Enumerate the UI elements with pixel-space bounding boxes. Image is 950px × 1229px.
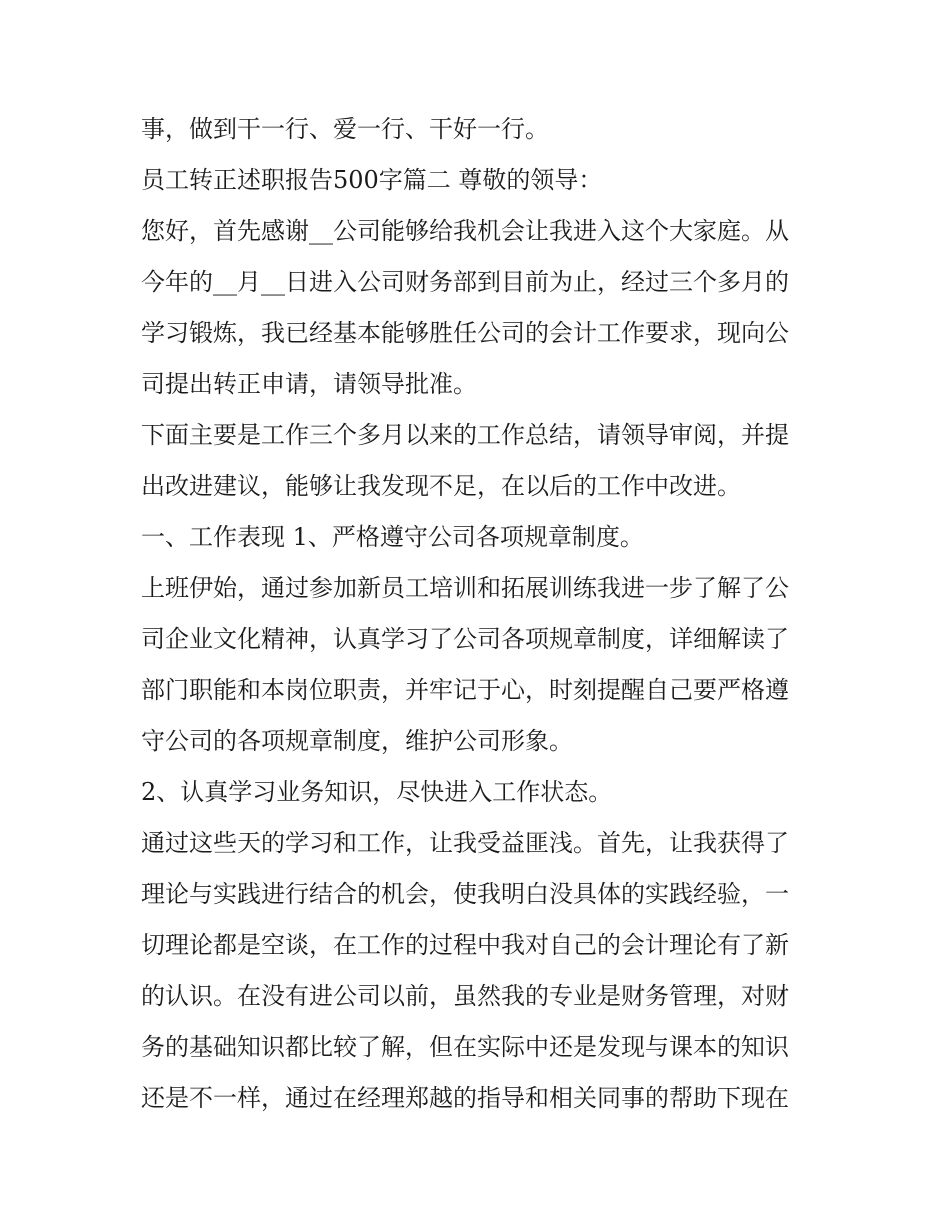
text-line: 出改进建议，能够让我发现不足，在以后的工作中改进。 <box>141 472 741 500</box>
text-line: 司提出转正申请，请领导批准。 <box>141 370 477 398</box>
text-line: 务的基础知识都比较了解，但在实际中还是发现与课本的知识 <box>141 1033 789 1061</box>
text-line: 您好，首先感谢__公司能够给我机会让我进入这个大家庭。从 <box>141 217 789 245</box>
text-line: 今年的__月__日进入公司财务部到目前为止，经过三个多月的 <box>141 268 789 296</box>
document-body <box>141 104 821 1124</box>
text-line: 事，做到干一行、爱一行、干好一行。 <box>141 115 549 143</box>
text-line: 守公司的各项规章制度，维护公司形象。 <box>141 727 573 755</box>
text-line: 的认识。在没有进公司以前，虽然我的专业是财务管理，对财 <box>141 982 789 1010</box>
text-line: 部门职能和本岗位职责，并牢记于心，时刻提醒自己要严格遵 <box>141 676 789 704</box>
text-line: 通过这些天的学习和工作，让我受益匪浅。首先，让我获得了 <box>141 829 789 857</box>
section-heading: 2、认真学习业务知识，尽快进入工作状态。 <box>141 778 613 806</box>
text-line: 下面主要是工作三个多月以来的工作总结，请领导审阅，并提 <box>141 421 789 449</box>
text-line: 切理论都是空谈，在工作的过程中我对自己的会计理论有了新 <box>141 931 789 959</box>
section-heading: 一、工作表现 1、严格遵守公司各项规章制度。 <box>141 523 644 551</box>
text-line: 上班伊始，通过参加新员工培训和拓展训练我进一步了解了公 <box>141 574 789 602</box>
text-line: 学习锻炼，我已经基本能够胜任公司的会计工作要求，现向公 <box>141 319 789 347</box>
text-line: 司企业文化精神，认真学习了公司各项规章制度，详细解读了 <box>141 625 789 653</box>
text-line: 还是不一样，通过在经理郑越的指导和相关同事的帮助下现在 <box>141 1084 789 1112</box>
section-heading: 员工转正述职报告500字篇二 尊敬的领导： <box>141 166 603 194</box>
text-line: 理论与实践进行结合的机会，使我明白没具体的实践经验，一 <box>141 880 789 908</box>
